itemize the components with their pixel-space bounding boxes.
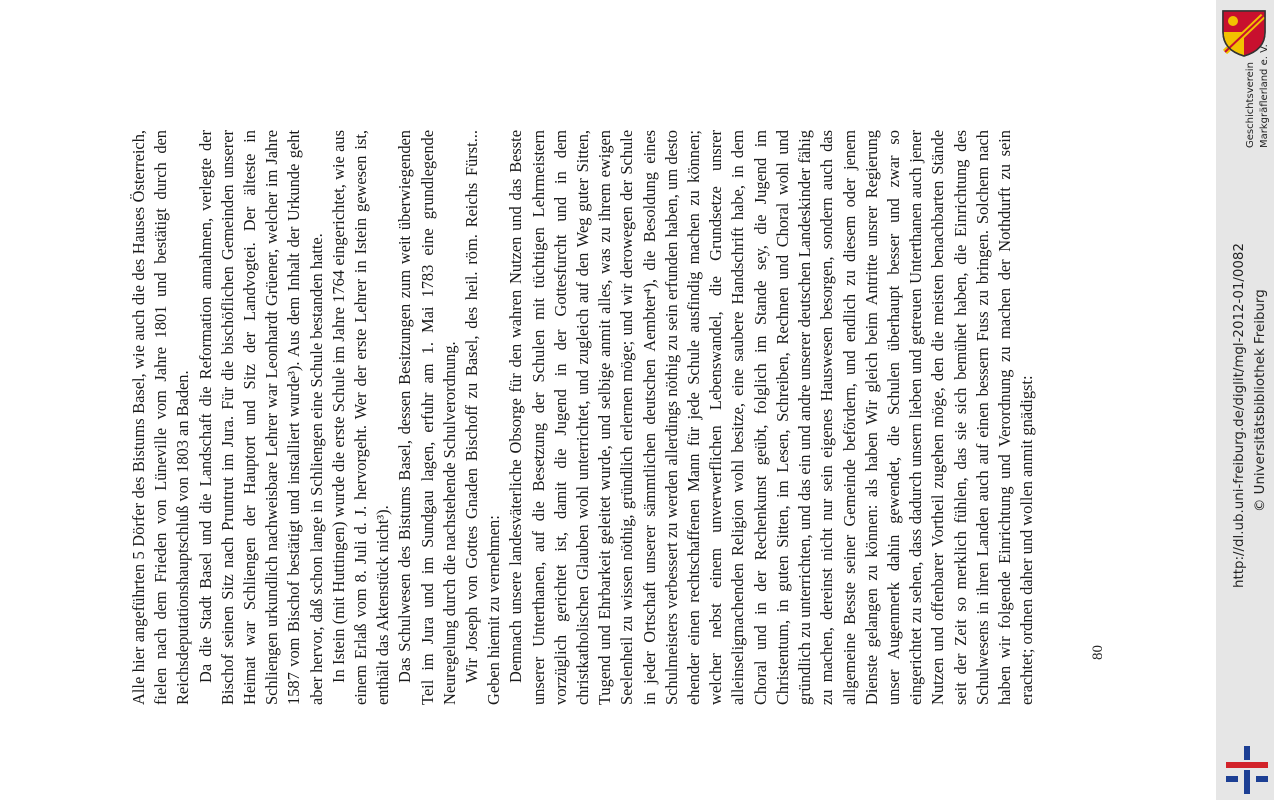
library-logo-icon <box>1226 746 1268 794</box>
paragraph: Das Schulwesen des Bistums Basel, dessen Besitzungen zum weit überwiegenden Teil im Jura und im Sundgau lagen, erfuhr am 1. Mai 1783 eine grundlegende Neuregelung durch die nachstehende Schulverordnung. <box>395 130 459 705</box>
body-text <box>128 130 1038 705</box>
copyright-notice: © Universitätsbibliothek Freiburg <box>1253 289 1268 512</box>
society-name-line2: Markgräflerland e. V. <box>1259 44 1270 148</box>
permalink-url[interactable]: http://dl.ub.uni-freiburg.de/diglit/mgl-2012-01/0082 <box>1232 243 1247 588</box>
paragraph: Da die Stadt Basel und die Landschaft die Reformation annahmen, verlegte der Bischof seinen Sitz nach Pruntrut im Jura. Für die bischöflichen Gemeinden unserer Heimat war Schliengen der Hauptort und Sitz der Landvogtei. Der älteste in Schliengen urkundlich nachweisbare Lehrer war Leonhardt Grüener, welcher im Jahre 1587 vom Bischof bestätigt und installiert wurde³). Aus dem Inhalt der Urkunde geht aber hervor, daß schon lange in Schliengen eine Schule bestanden hatte. <box>195 130 326 705</box>
paragraph: In Istein (mit Huttingen) wurde die erste Schule im Jahre 1764 eingerichtet, wie aus einem Erlaß vom 8. Juli d. J. hervorgeht. Wer der erste Lehrer in Istein gewesen ist, enthält das Aktenstück nicht³). <box>328 130 393 705</box>
coat-of-arms-icon <box>1219 8 1269 58</box>
paragraph: Wir Joseph von Gottes Gnaden Bischoff zu Basel, des heil. röm. Reichs Fürst... Geben hiemit zu vernehmen: <box>462 130 504 705</box>
paragraph: Alle hier angeführten 5 Dörfer des Bistums Basel, wie auch die des Hauses Österreich, fielen nach dem Frieden von Lüneville vom Jahre 1801 und bestätigt durch den Reichsdeputationshauptschluß von 1803 an Baden. <box>129 130 193 705</box>
society-name-line1: Geschichtsverein <box>1245 62 1256 148</box>
page-number: 80 <box>1090 645 1106 660</box>
paragraph: Demnach unsere landesväterliche Obsorge für den wahren Nutzen und das Besste unserer Unterthanen, auf die Besetzung der Schulen mit tüchtigen Lehrmeistern vorzüglich gerichtet ist, damit die Jugend in der Gottesfurcht und in dem christkatholischen Glauben wohl unterrichtet, und zugleich auf den Weg guter Sitten, Tugend und Ehrbarkeit geleitet wurde, und selbige anmit alles, was zu ihrem ewigen Seelenheil zu wissen nöthig, gründlich erlernen möge; und wir derowegen der Schule in jeder Ortschaft unserer sämmtlichen deutschen Aembter⁴), die Besoldung eines Schulmeisters verbessert zu werden allerdings nöthig zu sein erfunden haben, um desto ehender einen rechtschaffenen Mann für jede Schule ausfindig machen zu können; welcher nebst einem unverwerflichen Lebenswandel, die Grundsetze unsrer alleinseligmachenden Religion wohl besitze, eine saubere Handschrift habe, in dem Choral und in der Rechenkunst geübt, folglich im Stande sey, die Jugend im Christentum, in guten Sitten, im Lesen, Schreiben, Rechnen und Choral wohl und gründlich zu unterrichten, und das ein und andre unserer deutschen Landeskinder fähig zu machen, dereinst nicht nur sein eigenes Hauswesen besorgen, sondern auch das allgemeine Besste seiner Gemeinde befördern, und endlich zu diesem oder jenem Dienste gelangen zu können: als haben Wir gleich beim Antritte unsrer Regierung unser Augenmerk dahin gewendet, die Schulen überhaupt besser und zwar so eingerichtet zu sehen, dass dadurch unsern lieben und getreuen Unterthanen auch jener Nutzen und offenbarer Vortheil zugehen möge, den die meisten benachbarten Stände seit der Zeit so merklich fühlen, das sie sich bemühet haben, die Einrichtung des Schulwesens in ihren Landen auch auf einen bessern Fuss zu bringen. Solchem nach haben wir folgende Einrichtung und Verordnung zu machen der Nothdurft zu sein erachtet; ordnen daher und wollen anmit gnädigst: <box>506 130 1037 705</box>
